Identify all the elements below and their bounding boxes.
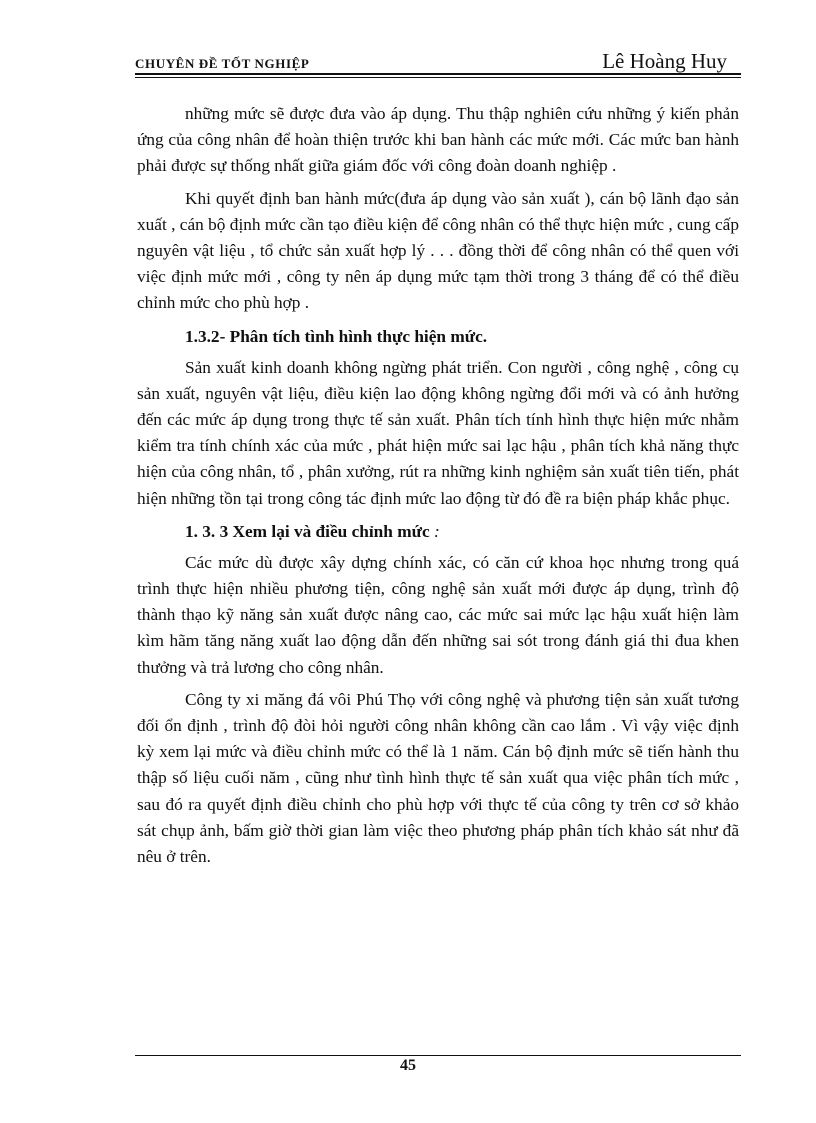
- paragraph-1: những mức sẽ được đưa vào áp dụng. Thu thập nghiên cứu những ý kiến phản ứng của công nhân để hoàn thiện trước khi ban hành các mức mới. Các mức ban hành phải được sự thống nhất giữa giám đốc với công đoàn doanh nghiệp .: [137, 104, 739, 176]
- author-name: Lê Hoàng Huy: [602, 49, 727, 73]
- paragraph-5: Công ty xi măng đá vôi Phú Thọ với công nghệ và phương tiện sản xuất tương đối ổn định , trình độ đòi hỏi người công nhân không cần cao lắm . Vì vậy việc định kỳ xem lại mức và điều chỉnh mức có thể là 1 năm. Cán bộ định mức sẽ tiến hành thu thập số liệu cuối năm , cũng như tình hình thực tế sản xuất qua việc phân tích mức , sau đó ra quyết định điều chỉnh cho phù hợp với thực tế của công ty trên cơ sở khảo sát chụp ảnh, bấm giờ thời gian làm việc theo phương pháp phân tích khảo sát như đã nêu ở trên.: [137, 689, 739, 867]
- header-rule-thin: [135, 77, 741, 78]
- page-body: [137, 101, 739, 870]
- footer-rule: [135, 1055, 741, 1056]
- page-header: [135, 48, 741, 74]
- section-heading-colon: :: [429, 521, 440, 541]
- paragraph-4: Các mức dù được xây dựng chính xác, có căn cứ khoa học nhưng trong quá trình thực hiện nhiều phương tiện, công nghệ sản xuất mới được áp dụng, trình độ thành thạo kỹ năng sản xuất được nâng cao, các mức sai mức lạc hậu xuất hiện làm kìm hãm tăng năng xuất lao động dẫn đến những sai sót trong đánh giá thi đua khen thưởng và trả lương cho công nhân.: [137, 552, 739, 677]
- section-heading-text: 1. 3. 3 Xem lại và điều chỉnh mức: [185, 521, 430, 541]
- paragraph-2: Khi quyết định ban hành mức(đưa áp dụng vào sản xuất ), cán bộ lãnh đạo sản xuất , cán bộ định mức cần tạo điều kiện để công nhân có thể thực hiện mức , cung cấp nguyên vật liệu , tổ chức sản xuất hợp lý . . . đồng thời để công nhân có thể quen với việc định mức mới , công ty nên áp dụng mức tạm thời trong 3 tháng để có thể điều chỉnh mức cho phù hợp .: [137, 188, 739, 313]
- header-rule: [135, 73, 741, 75]
- paragraph-3: Sản xuất kinh doanh không ngừng phát triển. Con người , công nghệ , công cụ sản xuất, nguyên vật liệu, điều kiện lao động không ngừng đổi mới và có ảnh hưởng đến các mức áp dụng trong thực tế sản xuất. Phân tích tính hình thực hiện mức nhằm kiểm tra tính chính xác của mức , phát hiện mức sai lạc hậu , phân tích khả năng thực hiện của công nhân, tổ , phân xưởng, rút ra những kinh nghiệm sản xuất tiên tiến, phát hiện những tồn tại trong công tác định mức lao động từ đó đề ra biện pháp khắc phục.: [137, 357, 739, 508]
- document-title: CHUYÊN ĐỀ TỐT NGHIỆP: [135, 56, 310, 71]
- page-number: 45: [400, 1057, 416, 1074]
- section-heading-1-3-2: 1.3.2- Phân tích tình hình thực hiện mức.: [185, 326, 488, 346]
- section-heading-1-3-3: [137, 519, 739, 545]
